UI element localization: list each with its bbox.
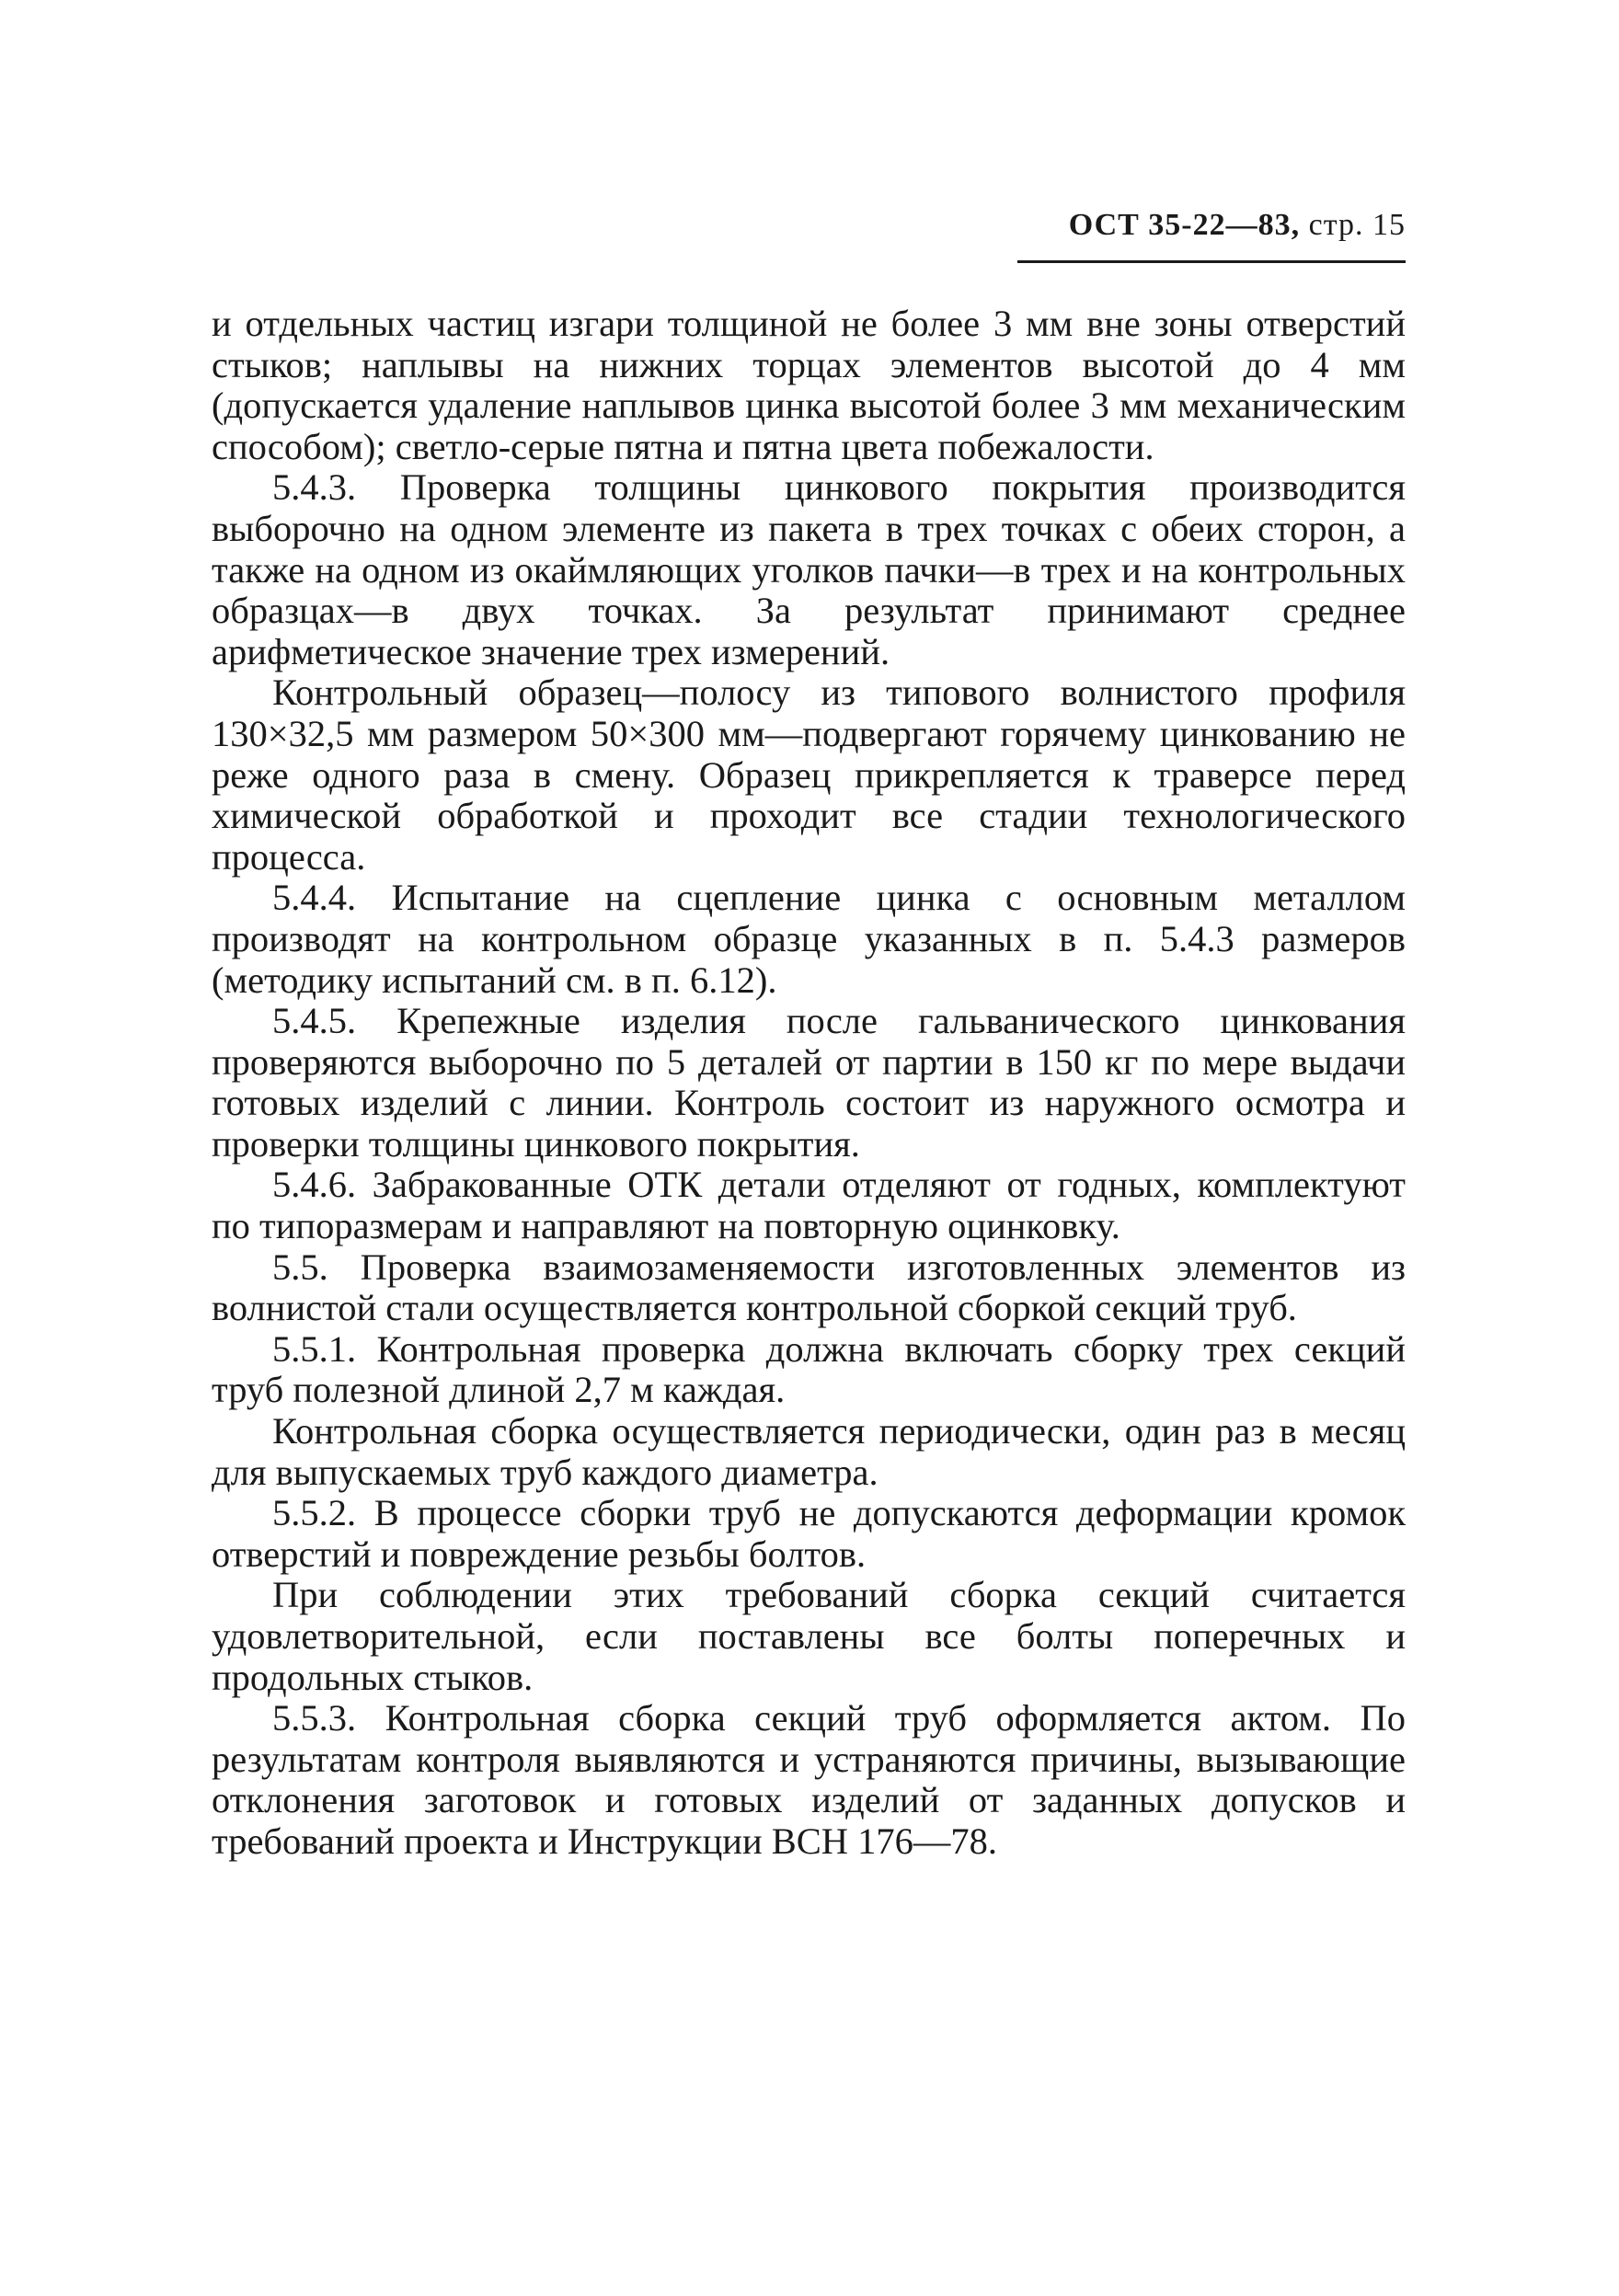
- paragraph-5-4-3: 5.4.3. Проверка толщины цинкового покрытия производится выборочно на одном элементе из пакета в трех точках с обеих сторон, а также на одном из окаймляющих уголков пачки—в трех и на контрольных образцах—в двух точках. За результат принимают среднее арифметическое значение трех измерений.: [212, 466, 1406, 672]
- page-number: стр. 15: [1308, 208, 1406, 242]
- paragraph-5-5: 5.5. Проверка взаимозаменяемости изготовленных элементов из волнистой стали осуществляется контрольной сборкой секций труб.: [212, 1246, 1406, 1329]
- paragraph-5-5-2: 5.5.2. В процессе сборки труб не допускаются деформации кромок отверстий и повреждение резьбы болтов.: [212, 1492, 1406, 1575]
- paragraph-5-4-5: 5.4.5. Крепежные изделия после гальванического цинкования проверяются выборочно по 5 деталей от партии в 150 кг по мере выдачи готовых изделий с линии. Контроль состоит из наружного осмотра и проверки толщины цинкового покрытия.: [212, 1000, 1406, 1165]
- paragraph-5-4-4: 5.4.4. Испытание на сцепление цинка с основным металлом производят на контрольном образце указанных в п. 5.4.3 размеров (методику испытаний см. в п. 6.12).: [212, 877, 1406, 1001]
- paragraph-5-5-1: 5.5.1. Контрольная проверка должна включать сборку трех секций труб полезной длиной 2,7 м каждая.: [212, 1327, 1406, 1411]
- paragraph-5-4-6: 5.4.6. Забракованные ОТК детали отделяют от годных, комплектуют по типоразмерам и направляют на повторную оцинковку.: [212, 1164, 1406, 1247]
- paragraph-5-5-3: 5.5.3. Контрольная сборка секций труб оформляется актом. По результатам контроля выявляются и устраняются причины, вызывающие отклонения заготовок и готовых изделий от заданных допусков и требований проекта и Инструкции ВСН 176—78.: [212, 1697, 1406, 1862]
- paragraph-requirements: При соблюдении этих требований сборка секций считается удовлетворительной, если поставлены все болты поперечных и продольных стыков.: [212, 1574, 1406, 1698]
- paragraph-continuation: и отдельных частиц изгари толщиной не более 3 мм вне зоны отверстий стыков; наплывы на нижних торцах элементов высотой до 4 мм (допускается удаление наплывов цинка высотой более 3 мм механическим способом); светло-серые пятна и пятна цвета побежалости.: [212, 303, 1406, 467]
- standard-number: ОСТ 35-22—83,: [1068, 208, 1301, 242]
- header-rule: [1017, 260, 1406, 263]
- document-body: [212, 304, 1406, 1863]
- page-header: [1017, 208, 1406, 243]
- paragraph-control-sample: Контрольный образец—полосу из типового волнистого профиля 130×32,5 мм размером 50×300 мм—подвергают горячему цинкованию не реже одного раза в смену. Образец прикрепляется к траверсе перед химической обработкой и проходит все стадии технологического процесса.: [212, 672, 1406, 878]
- paragraph-control-assembly: Контрольная сборка осуществляется периодически, один раз в месяц для выпускаемых труб каждого диаметра.: [212, 1410, 1406, 1493]
